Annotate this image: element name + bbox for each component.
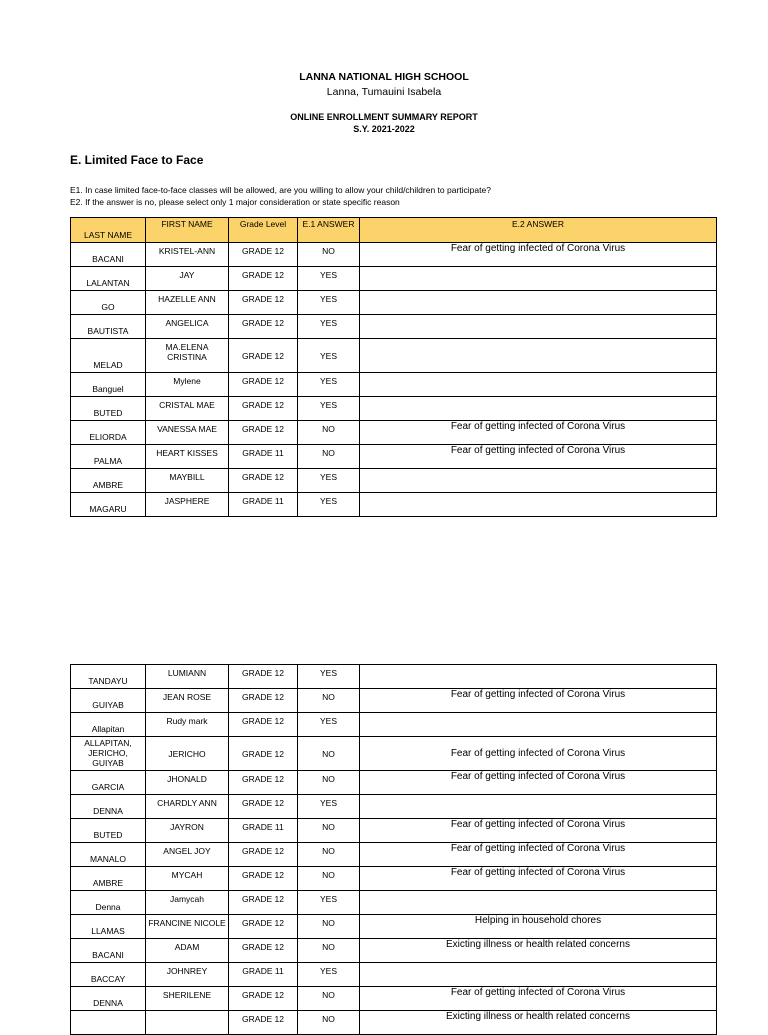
- cell-last-name: MANALO: [71, 843, 146, 867]
- cell-first-name: ADAM: [146, 939, 229, 963]
- cell-e1-answer: YES: [298, 291, 360, 315]
- cell-e2-answer: Fear of getting infected of Corona Virus: [360, 421, 717, 445]
- cell-e1-answer: YES: [298, 373, 360, 397]
- col-header-e2-answer: E.2 ANSWER: [360, 218, 717, 243]
- cell-e2-answer: [360, 339, 717, 373]
- cell-e2-answer: [360, 665, 717, 689]
- cell-first-name: ANGELICA: [146, 315, 229, 339]
- table-row: [71, 665, 717, 689]
- cell-e2-answer: Fear of getting infected of Corona Virus: [360, 445, 717, 469]
- cell-grade-level: GRADE 12: [229, 291, 298, 315]
- cell-e1-answer: NO: [298, 737, 360, 771]
- cell-e2-answer: [360, 469, 717, 493]
- cell-grade-level: GRADE 12: [229, 373, 298, 397]
- cell-e2-answer: Exicting illness or health related concerns: [360, 1011, 717, 1035]
- table-row: [71, 421, 717, 445]
- cell-e1-answer: NO: [298, 867, 360, 891]
- cell-e1-answer: NO: [298, 771, 360, 795]
- table-row: [71, 915, 717, 939]
- cell-first-name: HAZELLE ANN: [146, 291, 229, 315]
- cell-first-name: CHARDLY ANN: [146, 795, 229, 819]
- table-row: [71, 843, 717, 867]
- cell-first-name: VANESSA MAE: [146, 421, 229, 445]
- cell-last-name: DENNA: [71, 795, 146, 819]
- cell-e1-answer: NO: [298, 915, 360, 939]
- col-header-grade-level: Grade Level: [229, 218, 298, 243]
- table-row: [71, 445, 717, 469]
- cell-last-name: LALANTAN: [71, 267, 146, 291]
- cell-e1-answer: NO: [298, 819, 360, 843]
- cell-grade-level: GRADE 12: [229, 267, 298, 291]
- cell-e2-answer: Exicting illness or health related concerns: [360, 939, 717, 963]
- cell-first-name: JAYRON: [146, 819, 229, 843]
- cell-last-name: DENNA: [71, 987, 146, 1011]
- col-header-last-name: LAST NAME: [71, 218, 146, 243]
- cell-last-name: BACANI: [71, 243, 146, 267]
- cell-grade-level: GRADE 11: [229, 819, 298, 843]
- report-title: ONLINE ENROLLMENT SUMMARY REPORT: [290, 112, 478, 122]
- cell-last-name: PALMA: [71, 445, 146, 469]
- cell-grade-level: GRADE 11: [229, 493, 298, 517]
- cell-last-name: AMBRE: [71, 867, 146, 891]
- cell-first-name: JHONALD: [146, 771, 229, 795]
- cell-last-name: AMBRE: [71, 469, 146, 493]
- cell-grade-level: GRADE 12: [229, 843, 298, 867]
- cell-e1-answer: NO: [298, 689, 360, 713]
- cell-first-name: MYCAH: [146, 867, 229, 891]
- table-row: [71, 867, 717, 891]
- cell-first-name: KRISTEL-ANN: [146, 243, 229, 267]
- table-row: [71, 315, 717, 339]
- cell-e1-answer: YES: [298, 963, 360, 987]
- table-row: [71, 291, 717, 315]
- cell-first-name: LUMIANN: [146, 665, 229, 689]
- question-e1: E1. In case limited face-to-face classes will be allowed, are you willing to allow your child/children to participate?: [70, 185, 491, 195]
- table-row: [71, 713, 717, 737]
- cell-last-name: BACCAY: [71, 963, 146, 987]
- cell-grade-level: GRADE 12: [229, 315, 298, 339]
- table-row: [71, 689, 717, 713]
- cell-e2-answer: Helping in household chores: [360, 915, 717, 939]
- table-row: [71, 939, 717, 963]
- enrollment-table-1: [70, 217, 717, 517]
- question-e2: E2. If the answer is no, please select only 1 major consideration or state specific reason: [70, 197, 400, 207]
- cell-grade-level: GRADE 12: [229, 665, 298, 689]
- cell-grade-level: GRADE 12: [229, 713, 298, 737]
- cell-grade-level: GRADE 12: [229, 939, 298, 963]
- table-row: [71, 267, 717, 291]
- cell-last-name: TANDAYU: [71, 665, 146, 689]
- cell-e2-answer: [360, 493, 717, 517]
- cell-last-name: Allapitan: [71, 713, 146, 737]
- cell-first-name: HEART KISSES: [146, 445, 229, 469]
- cell-e1-answer: YES: [298, 339, 360, 373]
- cell-first-name: JERICHO: [146, 737, 229, 771]
- table-row: [71, 243, 717, 267]
- cell-e1-answer: NO: [298, 421, 360, 445]
- cell-first-name: Jamycah: [146, 891, 229, 915]
- cell-first-name: MAYBILL: [146, 469, 229, 493]
- cell-first-name: JASPHERE: [146, 493, 229, 517]
- cell-last-name: Denna: [71, 891, 146, 915]
- table-row: [71, 493, 717, 517]
- cell-last-name: BUTED: [71, 819, 146, 843]
- cell-grade-level: GRADE 12: [229, 795, 298, 819]
- cell-first-name: [146, 1011, 229, 1035]
- cell-grade-level: GRADE 12: [229, 1011, 298, 1035]
- cell-e2-answer: Fear of getting infected of Corona Virus: [360, 689, 717, 713]
- cell-last-name: MELAD: [71, 339, 146, 373]
- cell-grade-level: GRADE 12: [229, 689, 298, 713]
- cell-e1-answer: NO: [298, 243, 360, 267]
- cell-grade-level: GRADE 12: [229, 737, 298, 771]
- cell-e1-answer: YES: [298, 795, 360, 819]
- cell-e1-answer: YES: [298, 665, 360, 689]
- cell-last-name: [71, 1011, 146, 1035]
- cell-last-name: MAGARU: [71, 493, 146, 517]
- cell-first-name: CRISTAL MAE: [146, 397, 229, 421]
- cell-e1-answer: NO: [298, 939, 360, 963]
- cell-grade-level: GRADE 11: [229, 963, 298, 987]
- cell-e2-answer: [360, 315, 717, 339]
- cell-e1-answer: YES: [298, 315, 360, 339]
- cell-first-name: ANGEL JOY: [146, 843, 229, 867]
- cell-e1-answer: YES: [298, 397, 360, 421]
- cell-e1-answer: NO: [298, 445, 360, 469]
- cell-first-name: JAY: [146, 267, 229, 291]
- table-row: [71, 397, 717, 421]
- cell-e2-answer: [360, 267, 717, 291]
- cell-last-name: ALLAPITAN, JERICHO, GUIYAB: [71, 737, 146, 771]
- cell-last-name: BAUTISTA: [71, 315, 146, 339]
- cell-grade-level: GRADE 12: [229, 867, 298, 891]
- cell-e1-answer: YES: [298, 713, 360, 737]
- table-row: [71, 795, 717, 819]
- cell-grade-level: GRADE 12: [229, 891, 298, 915]
- cell-last-name: GO: [71, 291, 146, 315]
- cell-last-name: Banguel: [71, 373, 146, 397]
- table-row: [71, 469, 717, 493]
- cell-first-name: Rudy mark: [146, 713, 229, 737]
- cell-e1-answer: YES: [298, 891, 360, 915]
- cell-last-name: GARCIA: [71, 771, 146, 795]
- cell-e2-answer: [360, 291, 717, 315]
- cell-first-name: SHERILENE: [146, 987, 229, 1011]
- section-title: E. Limited Face to Face: [70, 153, 204, 167]
- cell-grade-level: GRADE 12: [229, 421, 298, 445]
- cell-e2-answer: [360, 373, 717, 397]
- cell-grade-level: GRADE 12: [229, 915, 298, 939]
- table-row: [71, 963, 717, 987]
- cell-e2-answer: [360, 963, 717, 987]
- cell-e2-answer: Fear of getting infected of Corona Virus: [360, 987, 717, 1011]
- cell-last-name: BUTED: [71, 397, 146, 421]
- cell-last-name: LLAMAS: [71, 915, 146, 939]
- cell-last-name: GUIYAB: [71, 689, 146, 713]
- cell-last-name: ELIORDA: [71, 421, 146, 445]
- cell-first-name: FRANCINE NICOLE: [146, 915, 229, 939]
- cell-grade-level: GRADE 12: [229, 987, 298, 1011]
- table-row: [71, 987, 717, 1011]
- cell-e1-answer: NO: [298, 987, 360, 1011]
- col-header-first-name: FIRST NAME: [146, 218, 229, 243]
- school-year: S.Y. 2021-2022: [353, 124, 415, 134]
- cell-e2-answer: [360, 397, 717, 421]
- cell-first-name: JEAN ROSE: [146, 689, 229, 713]
- cell-e2-answer: Fear of getting infected of Corona Virus: [360, 737, 717, 771]
- cell-e2-answer: [360, 795, 717, 819]
- cell-grade-level: GRADE 12: [229, 771, 298, 795]
- cell-grade-level: GRADE 12: [229, 243, 298, 267]
- cell-e2-answer: Fear of getting infected of Corona Virus: [360, 867, 717, 891]
- table-row: [71, 1011, 717, 1035]
- school-address: Lanna, Tumauini Isabela: [326, 86, 442, 98]
- cell-grade-level: GRADE 12: [229, 339, 298, 373]
- cell-e2-answer: Fear of getting infected of Corona Virus: [360, 771, 717, 795]
- cell-e2-answer: [360, 891, 717, 915]
- cell-e1-answer: YES: [298, 267, 360, 291]
- cell-grade-level: GRADE 11: [229, 445, 298, 469]
- cell-first-name: JOHNREY: [146, 963, 229, 987]
- cell-first-name: Mylene: [146, 373, 229, 397]
- cell-first-name: MA.ELENA CRISTINA: [146, 339, 229, 373]
- enrollment-table-2: [70, 664, 717, 1035]
- col-header-e1-answer: E.1 ANSWER: [298, 218, 360, 243]
- table-row: [71, 819, 717, 843]
- cell-e1-answer: NO: [298, 843, 360, 867]
- cell-e1-answer: NO: [298, 1011, 360, 1035]
- table-row: [71, 771, 717, 795]
- table-row: [71, 891, 717, 915]
- cell-e2-answer: Fear of getting infected of Corona Virus: [360, 819, 717, 843]
- school-name: LANNA NATIONAL HIGH SCHOOL: [299, 71, 469, 83]
- cell-e1-answer: YES: [298, 469, 360, 493]
- cell-last-name: BACANI: [71, 939, 146, 963]
- table-row: [71, 373, 717, 397]
- cell-e2-answer: Fear of getting infected of Corona Virus: [360, 243, 717, 267]
- cell-grade-level: GRADE 12: [229, 397, 298, 421]
- table-row: [71, 339, 717, 373]
- cell-e1-answer: YES: [298, 493, 360, 517]
- cell-e2-answer: Fear of getting infected of Corona Virus: [360, 843, 717, 867]
- cell-e2-answer: [360, 713, 717, 737]
- table-row: [71, 737, 717, 771]
- cell-grade-level: GRADE 12: [229, 469, 298, 493]
